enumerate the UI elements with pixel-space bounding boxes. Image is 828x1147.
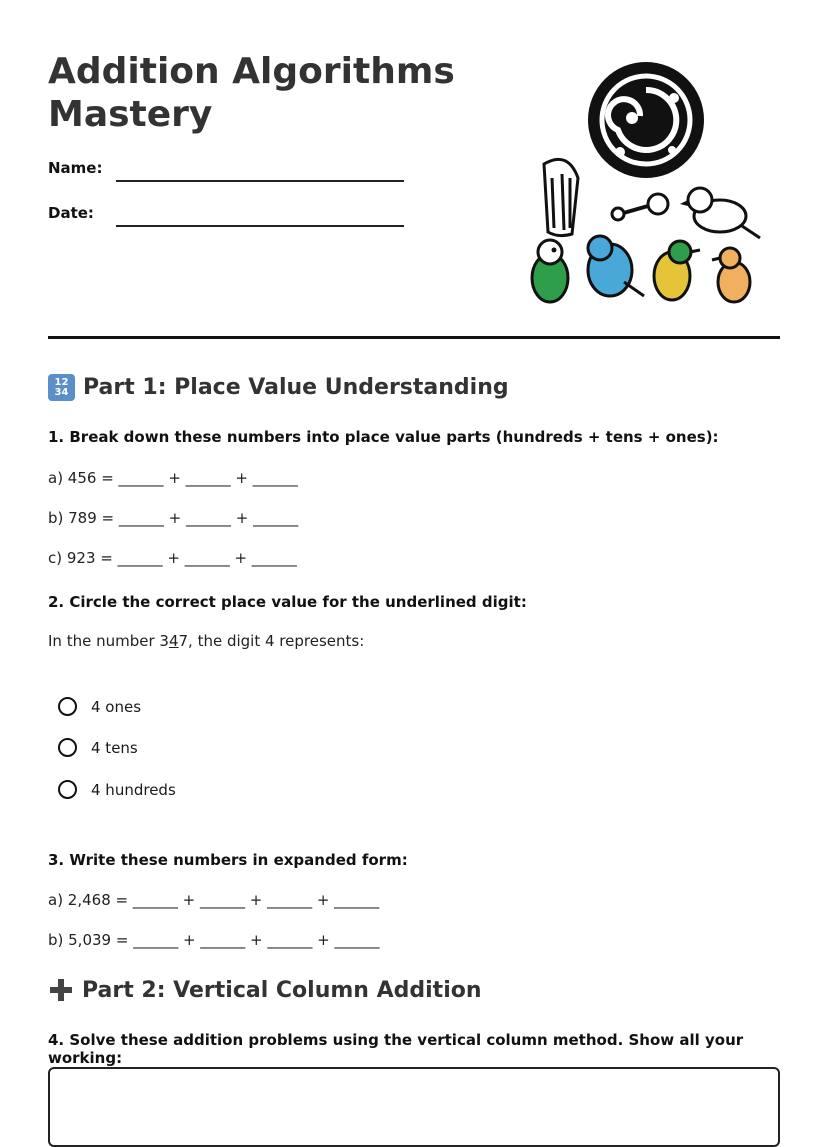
shell-icon [544,159,578,235]
birds-illustration [524,60,764,308]
green-bird-icon [532,240,568,302]
heavy-plus-icon [48,977,74,1003]
option-hundreds[interactable]: 4 hundreds [58,780,176,799]
radio-circle[interactable] [58,697,77,716]
working-answer-box[interactable] [48,1067,780,1147]
question-3-prompt: 3. Write these numbers in expanded form: [48,851,408,869]
question-2-prompt: 2. Circle the correct place value for the underlined digit: [48,593,527,611]
name-field[interactable] [116,180,404,182]
question-1-prompt: 1. Break down these numbers into place value parts (hundreds + tens + ones): [48,428,719,446]
radio-circle[interactable] [58,780,77,799]
question-1a[interactable]: a) 456 = ______ + ______ + ______ [48,469,298,487]
date-field[interactable] [116,225,404,227]
worksheet-page [48,0,780,1118]
yellow-bird-icon [654,241,700,300]
title-line-1: Addition Algorithms [48,51,455,92]
part1-heading: 12 34 Part 1: Place Value Understanding [48,374,509,401]
orange-bird-icon [712,248,750,302]
question-4-prompt: 4. Solve these addition problems using the vertical column method. Show all your working: [48,1031,744,1067]
part2-heading: Part 2: Vertical Column Addition [48,977,482,1003]
question-1c[interactable]: c) 923 = ______ + ______ + ______ [48,549,297,567]
radio-circle[interactable] [58,738,77,757]
header-divider [48,336,780,339]
question-1b[interactable]: b) 789 = ______ + ______ + ______ [48,509,299,527]
underlined-digit: 4 [168,632,179,650]
option-ones[interactable]: 4 ones [58,697,141,716]
koru-pattern-icon [588,62,704,178]
name-label: Name: [48,159,103,177]
page-title [48,50,468,136]
key-icon [612,194,668,220]
question-3a[interactable]: a) 2,468 = ______ + ______ + ______ + ______ [48,891,380,909]
date-label: Date: [48,204,94,222]
question-3b[interactable]: b) 5,039 = ______ + ______ + ______ + ______ [48,931,380,949]
blue-bird-icon [588,236,644,296]
option-tens[interactable]: 4 tens [58,738,138,757]
title-line-2: Mastery [48,94,213,135]
white-bird-icon [680,188,760,238]
question-2-statement: In the number 347, the digit 4 represents: [48,632,365,650]
input-numbers-icon: 12 34 [48,374,75,401]
